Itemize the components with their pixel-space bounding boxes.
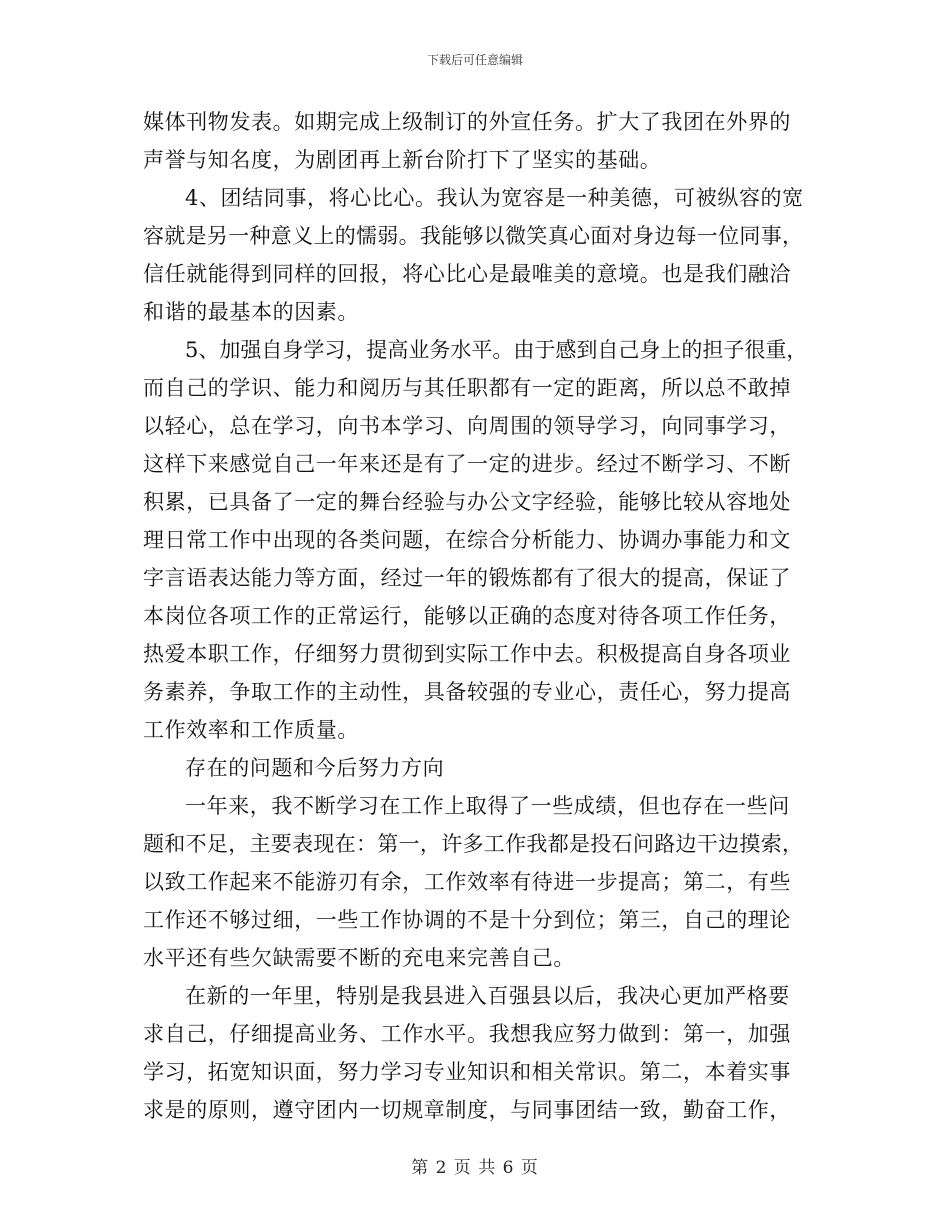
text-line: 以轻心，总在学习，向书本学习、向周围的领导学习，向同事学习，	[143, 414, 791, 438]
text-line: 题和不足，主要表现在：第一，许多工作我都是投石问路边干边摸索，	[143, 832, 804, 856]
text-line: 而自己的学识、能力和阅历与其任职都有一定的距离，所以总不敢掉	[143, 376, 791, 400]
text-line: 求自己，仔细提高业务、工作水平。我想我应努力做到：第一，加强	[143, 1022, 791, 1046]
text-line: 容就是另一种意义上的懦弱。我能够以微笑真心面对身边每一位同事，	[143, 224, 804, 248]
text-line: 声誉与知名度，为剧团再上新台阶打下了坚实的基础。	[143, 148, 662, 172]
text-line: 信任就能得到同样的回报，将心比心是最唯美的意境。也是我们融洽	[143, 262, 791, 286]
text-line: 本岗位各项工作的正常运行，能够以正确的态度对待各项工作任务，	[143, 604, 791, 628]
text-line: 工作效率和工作质量。	[143, 718, 359, 742]
text-line: 和谐的最基本的因素。	[143, 300, 359, 324]
page-number-footer: 第 2 页 共 6 页	[411, 1158, 539, 1178]
text-line: 热爱本职工作，仔细努力贯彻到实际工作中去。积极提高自身各项业	[143, 642, 791, 666]
text-line: 理日常工作中出现的各类问题，在综合分析能力、协调办事能力和文	[143, 528, 791, 552]
text-line: 工作还不够过细，一些工作协调的不是十分到位；第三，自己的理论	[143, 908, 791, 932]
text-line: 学习，拓宽知识面，努力学习专业知识和相关常识。第二，本着实事	[143, 1060, 791, 1084]
text-line: 字言语表达能力等方面，经过一年的锻炼都有了很大的提高，保证了	[143, 566, 791, 590]
text-line: 在新的一年里，特别是我县进入百强县以后，我决心更加严格要	[185, 984, 790, 1008]
text-line: 一年来，我不断学习在工作上取得了一些成绩，但也存在一些问	[185, 794, 790, 818]
section-heading: 存在的问题和今后努力方向	[185, 756, 445, 780]
text-line: 媒体刊物发表。如期完成上级制订的外宣任务。扩大了我团在外界的	[143, 110, 791, 134]
text-line: 5、加强自身学习，提高业务水平。由于感到自己身上的担子很重，	[185, 338, 808, 362]
text-line: 积累，已具备了一定的舞台经验与办公文字经验，能够比较从容地处	[143, 490, 791, 514]
text-line: 水平还有些欠缺需要不断的充电来完善自己。	[143, 946, 575, 970]
text-line: 4、团结同事，将心比心。我认为宽容是一种美德，可被纵容的宽	[185, 186, 804, 210]
page-header: 下载后可任意编辑	[426, 53, 523, 67]
text-line: 这样下来感觉自己一年来还是有了一定的进步。经过不断学习、不断	[143, 452, 791, 476]
text-line: 以致工作起来不能游刃有余，工作效率有待进一步提高；第二，有些	[143, 870, 791, 894]
text-line: 务素养，争取工作的主动性，具备较强的专业心，责任心，努力提高	[143, 680, 791, 704]
text-line: 求是的原则，遵守团内一切规章制度，与同事团结一致，勤奋工作，	[143, 1098, 791, 1122]
